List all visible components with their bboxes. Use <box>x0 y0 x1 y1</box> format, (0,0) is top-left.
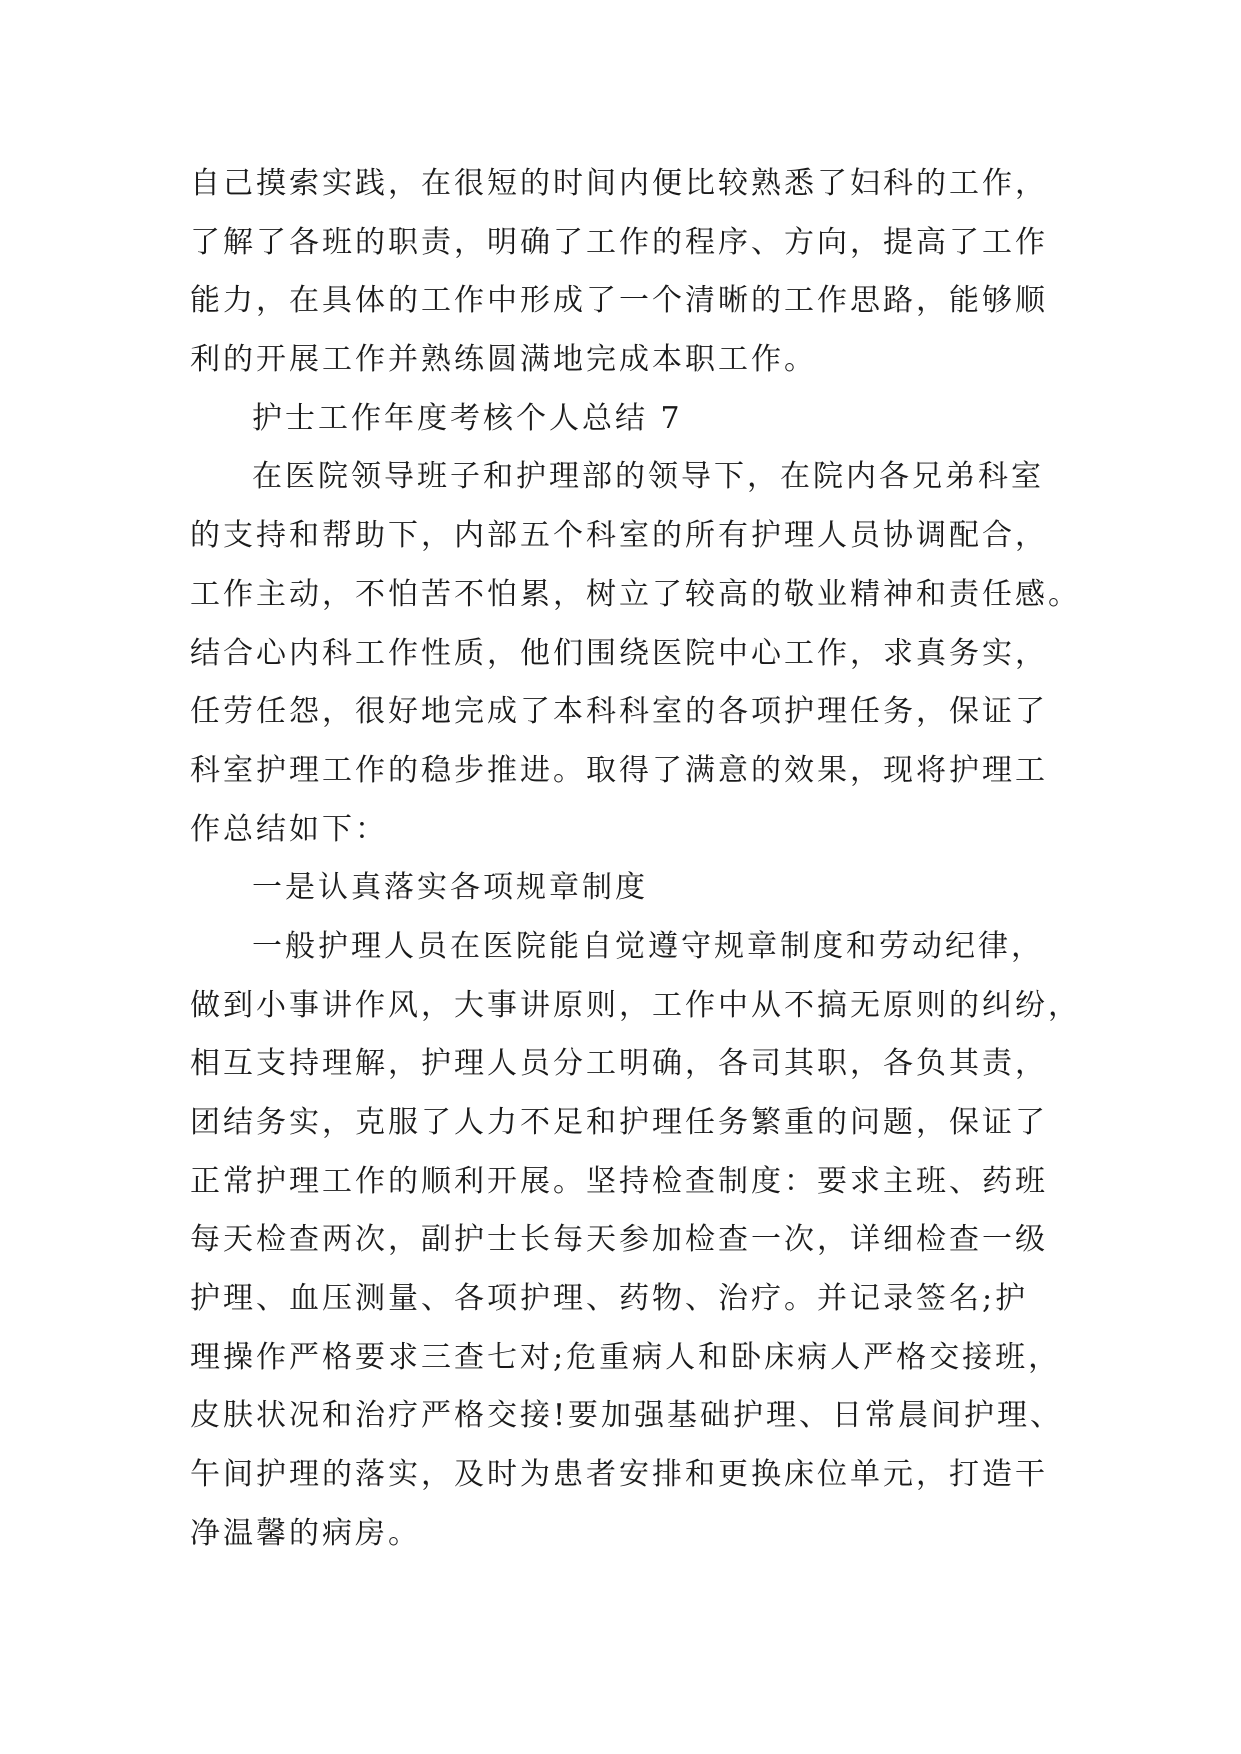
text-line: 工作主动，不怕苦不怕累，树立了较高的敬业精神和责任感。 <box>190 576 1081 612</box>
text-line: 护理、血压测量、各项护理、药物、治疗。并记录签名;护 <box>190 1281 1029 1317</box>
text-line: 的支持和帮助下，内部五个科室的所有护理人员协调配合， <box>190 518 1048 554</box>
text-line: 利的开展工作并熟练圆满地完成本职工作。 <box>190 342 817 378</box>
section-heading: 护士工作年度考核个人总结 7 <box>252 400 683 436</box>
text-line: 午间护理的落实，及时为患者安排和更换床位单元，打造干 <box>190 1457 1048 1493</box>
subsection-heading: 一是认真落实各项规章制度 <box>252 870 648 906</box>
text-line: 了解了各班的职责，明确了工作的程序、方向，提高了工作 <box>190 224 1048 260</box>
text-line: 理操作严格要求三查七对;危重病人和卧床病人严格交接班， <box>190 1339 1062 1375</box>
text-line: 任劳任怨，很好地完成了本科科室的各项护理任务，保证了 <box>190 694 1048 730</box>
text-line: 自己摸索实践，在很短的时间内便比较熟悉了妇科的工作， <box>190 166 1048 201</box>
text-line: 相互支持理解，护理人员分工明确，各司其职，各负其责， <box>190 1046 1048 1082</box>
text-line: 做到小事讲作风，大事讲原则，工作中从不搞无原则的纠纷， <box>190 987 1081 1023</box>
text-line: 团结务实，克服了人力不足和护理任务繁重的问题，保证了 <box>190 1105 1048 1140</box>
text-line: 科室护理工作的稳步推进。取得了满意的效果，现将护理工 <box>190 752 1048 788</box>
text-line: 净温馨的病房。 <box>190 1515 421 1551</box>
text-line: 一般护理人员在医院能自觉遵守规章制度和劳动纪律， <box>252 928 1044 964</box>
text-line: 每天检查两次，副护士长每天参加检查一次，详细检查一级 <box>190 1222 1048 1258</box>
text-line: 在医院领导班子和护理部的领导下，在院内各兄弟科室 <box>252 459 1044 495</box>
text-line: 结合心内科工作性质，他们围绕医院中心工作，求真务实， <box>190 635 1048 671</box>
text-line: 能力，在具体的工作中形成了一个清晰的工作思路，能够顺 <box>190 283 1048 319</box>
text-line: 皮肤状况和治疗严格交接!要加强基础护理、日常晨间护理、 <box>190 1398 1064 1434</box>
text-line: 正常护理工作的顺利开展。坚持检查制度：要求主班、药班 <box>190 1163 1048 1199</box>
text-line: 作总结如下： <box>190 811 388 847</box>
document-body <box>190 155 1081 1564</box>
